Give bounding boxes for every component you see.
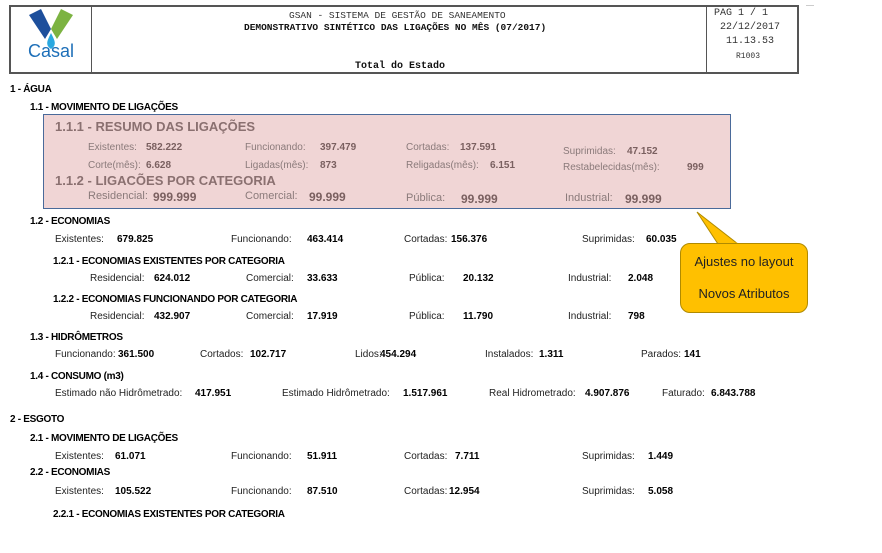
system-name: GSAN - SISTEMA DE GESTÃO DE SANEAMENTO (289, 10, 506, 21)
field-label: Industrial: (568, 273, 612, 284)
field-value: 798 (628, 311, 645, 322)
section-title-agua: 1 - ÁGUA (10, 84, 52, 95)
field-label: Parados: (641, 349, 682, 360)
logo-text: Casal (28, 41, 75, 61)
field-value: 463.414 (307, 234, 344, 245)
field-value: 7.711 (455, 451, 480, 462)
section-title-econ: 1.2 - ECONOMIAS (30, 216, 110, 227)
section-title-resumo: 1.1.1 - RESUMO DAS LIGAÇÕES (55, 119, 256, 134)
report-title: DEMONSTRATIVO SINTÉTICO DAS LIGAÇÕES NO MÊS (07/2017) (244, 22, 547, 33)
field-label: Funcionando: (231, 451, 292, 462)
section-title-econex: 1.2.1 - ECONOMIAS EXISTENTES POR CATEGORIA (53, 256, 285, 267)
field-value: 12.954 (449, 486, 480, 497)
section-title-esgoto: 2 - ESGOTO (10, 414, 65, 425)
field-label: Residencial: (90, 273, 145, 284)
section-title-emov: 2.1 - MOVIMENTO DE LIGAÇÕES (30, 433, 178, 444)
callout-line-1: Ajustes no layout (694, 254, 794, 269)
field-value: 6.151 (490, 160, 516, 171)
field-value: 102.717 (250, 349, 287, 360)
report-time: 11.13.53 (726, 36, 775, 47)
field-value: 47.152 (627, 146, 658, 157)
field-value: 105.522 (115, 486, 152, 497)
field-label: Cortadas: (404, 234, 448, 245)
header-shadow-line (806, 5, 814, 6)
field-label: Corte(mês): (88, 160, 141, 171)
field-label: Comercial: (246, 273, 294, 284)
field-label: Suprimidas: (582, 234, 635, 245)
field-label: Comercial: (245, 190, 298, 202)
field-value: 33.633 (307, 273, 338, 284)
field-label: Estimado não Hidrômetrado: (55, 388, 183, 399)
field-value: 624.012 (154, 273, 191, 284)
field-value: 51.911 (307, 451, 338, 462)
field-label: Pública: (409, 311, 445, 322)
field-value: 137.591 (460, 142, 497, 153)
field-label: Existentes: (55, 486, 104, 497)
section-title-hidro: 1.3 - HIDRÔMETROS (30, 332, 123, 343)
field-value: 454.294 (380, 349, 417, 360)
field-label: Cortadas: (406, 142, 450, 153)
field-label: Residencial: (88, 190, 148, 202)
report-header (9, 5, 799, 74)
field-value: 87.510 (307, 486, 338, 497)
field-label: Funcionando: (231, 234, 292, 245)
section-title-consumo: 1.4 - CONSUMO (m3) (30, 371, 124, 382)
field-label: Restabelecidas(mês): (563, 162, 660, 173)
section-title-eecon: 2.2 - ECONOMIAS (30, 467, 110, 478)
field-value: 432.907 (154, 311, 191, 322)
field-value: 6.628 (146, 160, 172, 171)
callout-line-2: Novos Atributos (698, 286, 790, 301)
field-label: Industrial: (565, 192, 613, 204)
report-date: 22/12/2017 (720, 22, 781, 33)
field-label: Industrial: (568, 311, 612, 322)
field-value: 156.376 (451, 234, 488, 245)
field-label: Suprimidas: (582, 486, 635, 497)
field-value: 417.951 (195, 388, 232, 399)
logo-cell (11, 7, 92, 72)
field-label: Instalados: (485, 349, 534, 360)
field-value: 1.311 (539, 349, 564, 360)
field-label: Pública: (409, 273, 445, 284)
field-value: 6.843.788 (711, 388, 756, 399)
field-value: 11.790 (463, 311, 494, 322)
field-label: Funcionando: (245, 142, 306, 153)
field-label: Ligadas(mês): (245, 160, 309, 171)
field-label: Existentes: (88, 142, 137, 153)
field-label: Suprimidas: (582, 451, 635, 462)
field-label: Pública: (406, 192, 446, 204)
field-value: 60.035 (646, 234, 677, 245)
field-label: Cortadas: (404, 451, 448, 462)
field-value: 61.071 (115, 451, 146, 462)
field-value: 5.058 (648, 486, 674, 497)
field-label: Existentes: (55, 451, 104, 462)
field-value: 397.479 (320, 142, 357, 153)
field-label: Residencial: (90, 311, 145, 322)
field-value: 99.999 (625, 192, 662, 206)
field-label: Faturado: (662, 388, 705, 399)
section-title-eeconex: 2.2.1 - ECONOMIAS EXISTENTES POR CATEGORIA (53, 509, 285, 520)
field-label: Estimado Hidrômetrado: (282, 388, 390, 399)
report-code: R1003 (736, 52, 761, 61)
field-value: 99.999 (309, 190, 346, 204)
field-label: Cortadas: (404, 486, 448, 497)
field-value: 679.825 (117, 234, 154, 245)
field-label: Funcionando: (231, 486, 292, 497)
page-info-cell (706, 7, 800, 72)
field-value: 20.132 (463, 273, 494, 284)
field-value: 99.999 (461, 192, 498, 206)
field-value: 873 (320, 160, 337, 171)
section-title-cat: 1.1.2 - LIGACÕES POR CATEGORIA (55, 173, 276, 188)
field-label: Comercial: (246, 311, 294, 322)
field-value: 1.517.961 (403, 388, 448, 399)
field-value: 1.449 (648, 451, 674, 462)
field-value: 141 (684, 349, 701, 360)
field-label: Lidos: (355, 349, 382, 360)
field-value: 4.907.876 (585, 388, 630, 399)
callout-note (680, 243, 808, 313)
field-value: 999.999 (153, 190, 197, 204)
field-label: Religadas(mês): (406, 160, 479, 171)
field-label: Funcionando: (55, 349, 116, 360)
section-title-econfu: 1.2.2 - ECONOMIAS FUNCIONANDO POR CATEGORIA (53, 294, 298, 305)
field-label: Suprimidas: (563, 146, 616, 157)
field-value: 17.919 (307, 311, 338, 322)
field-value: 2.048 (628, 273, 654, 284)
field-label: Real Hidrometrado: (489, 388, 576, 399)
section-title-mov: 1.1 - MOVIMENTO DE LIGAÇÕES (30, 102, 178, 113)
field-label: Cortados: (200, 349, 244, 360)
page-number: PAG 1 / 1 (714, 8, 769, 19)
field-value: 999 (687, 162, 704, 173)
field-value: 361.500 (118, 349, 155, 360)
report-subtitle: Total do Estado (355, 61, 446, 72)
field-value: 582.222 (146, 142, 183, 153)
field-label: Existentes: (55, 234, 104, 245)
